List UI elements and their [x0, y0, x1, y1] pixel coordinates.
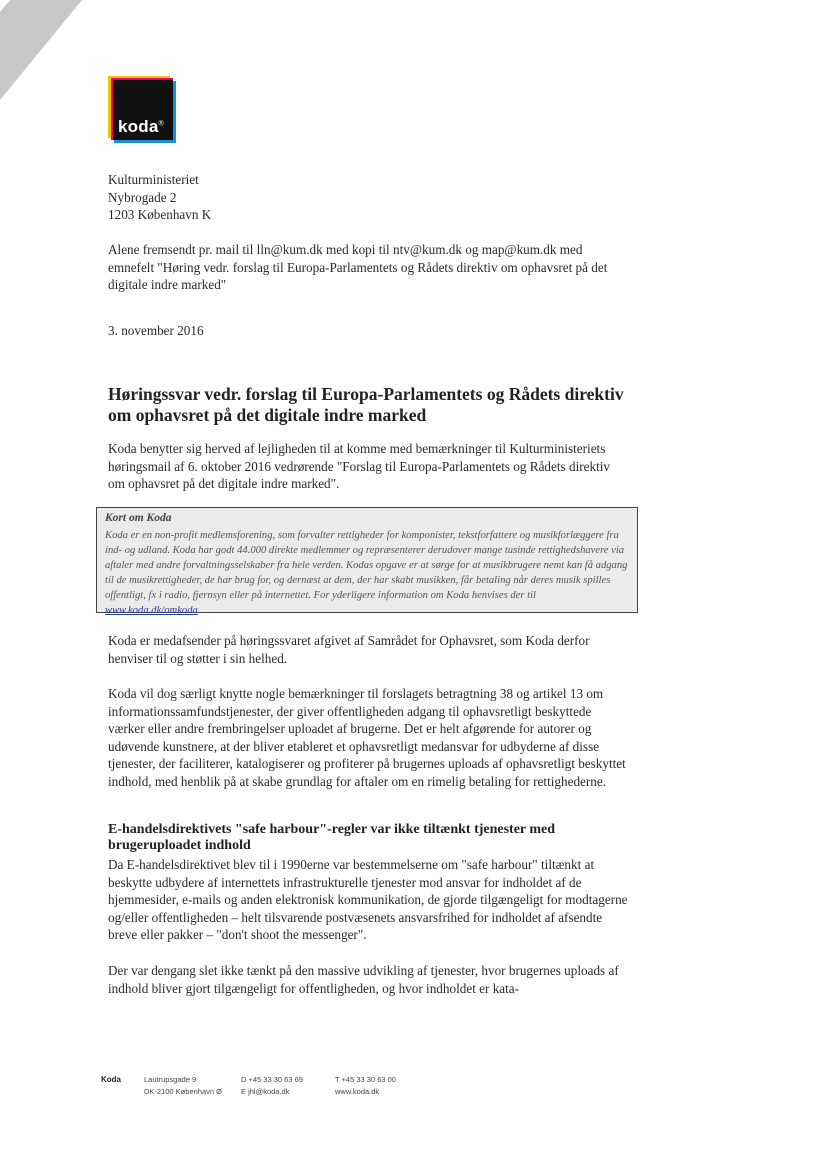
page-corner-fold: [0, 0, 82, 100]
footer-contact: [241, 1074, 303, 1098]
paragraph-article-13: Koda vil dog særligt knytte nogle bemærkninger til forslagets betragtning 38 og artikel 13 om informationssamfundstjenester, der giver offentligheden adgang til ophavsretligt beskyttede værker eller andre frembringelser uploadet af brugerne. Det er helt afgørende for autorer og udøvende kunstnere, at der bliver etableret et ophavsretligt medansvar for udbyderne af disse tjenester, der faciliterer, katalogiserer og profiterer på brugernes uploads af ophavsretligt beskyttet indhold, med henblik på at skabe grundlag for aftaler om en rimelig betaling for rettighederne.: [108, 686, 626, 789]
footer-phone: D +45 33 30 63 69: [241, 1075, 303, 1084]
footer-street: Lautrupsgade 9: [144, 1075, 197, 1084]
footer-web: www.koda.dk: [335, 1087, 380, 1096]
info-box: [96, 507, 638, 616]
footer-tel: T +45 33 30 63 00: [335, 1075, 396, 1084]
info-box-end: .: [197, 605, 201, 616]
sent-note: Alene fremsendt pr. mail til lln@kum.dk med kopi til ntv@kum.dk og map@kum.dk med emnefelt "Høring vedr. forslag til Europa-Parlamentets og Rådets direktiv om ophavsret på det digitale indre marked": [108, 242, 608, 292]
letter-date: 3. november 2016: [108, 323, 204, 338]
recipient-street: Nybrogade 2: [108, 189, 177, 205]
koda-about-link[interactable]: www.koda.dk/omkoda: [105, 605, 198, 616]
recipient-name: Kulturministeriet: [108, 172, 199, 187]
info-box-title: Kort om Koda: [105, 512, 172, 524]
recipient-address: [108, 171, 628, 224]
footer-main-contact: [335, 1074, 396, 1098]
paragraph-samraadet: Koda er medafsender på høringssvaret afgivet af Samrådet for Ophavsret, som Koda derfor henviser til og støtter i sin helhed.: [108, 633, 590, 666]
paragraph-development: Der var dengang slet ikke tænkt på den massive udvikling af tjenester, hvor brugernes uploads af indhold bliver gjort tilgængeligt for offentligheden, og hvor indholdet er kata-: [108, 963, 619, 996]
koda-logo: [108, 76, 178, 146]
paragraph-safe-harbour: Da E-handelsdirektivet blev til i 1990erne var bestemmelserne om "safe harbour" tiltænkt at beskytte udbydere af internettets infrastrukturelle tjenester mod ansvar for indholdet af de hjemmesider, e-mails og anden elektronisk kommunikation, de gjorde tilgængeligt for modtagerne og/eller offentligheden – helt tilsvarende postvæsenets ansvarsfrihed for indholdet af afsendte breve eller pakker – "don't shoot the messenger".: [108, 857, 628, 942]
footer-email: E jhl@koda.dk: [241, 1087, 290, 1096]
recipient-city: 1203 København K: [108, 207, 212, 222]
footer-city: DK-2100 København Ø: [144, 1087, 222, 1096]
intro-paragraph: Koda benytter sig herved af lejligheden til at komme med bemærkninger til Kulturministeriets høringsmail af 6. oktober 2016 vedrørende "Forslag til Europa-Parlamentets og Rådets direktiv om ophavsret på det digitale indre marked".: [108, 441, 610, 491]
section-heading: E-handelsdirektivets "safe harbour"-regler var ikke tiltænkt tjenester med brugeruploadet indhold: [108, 822, 556, 853]
document-title: Høringssvar vedr. forslag til Europa-Parlamentets og Rådets direktiv om ophavsret på det digitale indre marked: [108, 384, 624, 425]
info-box-text: Koda er en non-profit medlemsforening, som forvalter rettigheder for komponister, tekstforfattere og musikforlæggere fra ind- og udland. Koda har godt 44.000 direkte medlemmer og repræsenterer derudover mange tusinde rettighedshavere via aftaler med andre forvaltningsselskaber fra hele verden. Kodas opgave er at sørge for at musikbrugere nemt kan få adgang til de musikrettigheder, de har brug for, og dernæst at dem, der har skabt musikken, får betaling når deres musik spilles offentligt, fx i radio, fjernsyn eller på internettet. For yderligere information om Koda henvises der til: [105, 530, 628, 601]
footer-brand: Koda: [101, 1075, 121, 1084]
logo-registered-mark: ®: [158, 120, 164, 128]
info-box-body: [105, 528, 633, 618]
logo-word: koda: [118, 117, 159, 136]
footer-address: [144, 1074, 222, 1098]
